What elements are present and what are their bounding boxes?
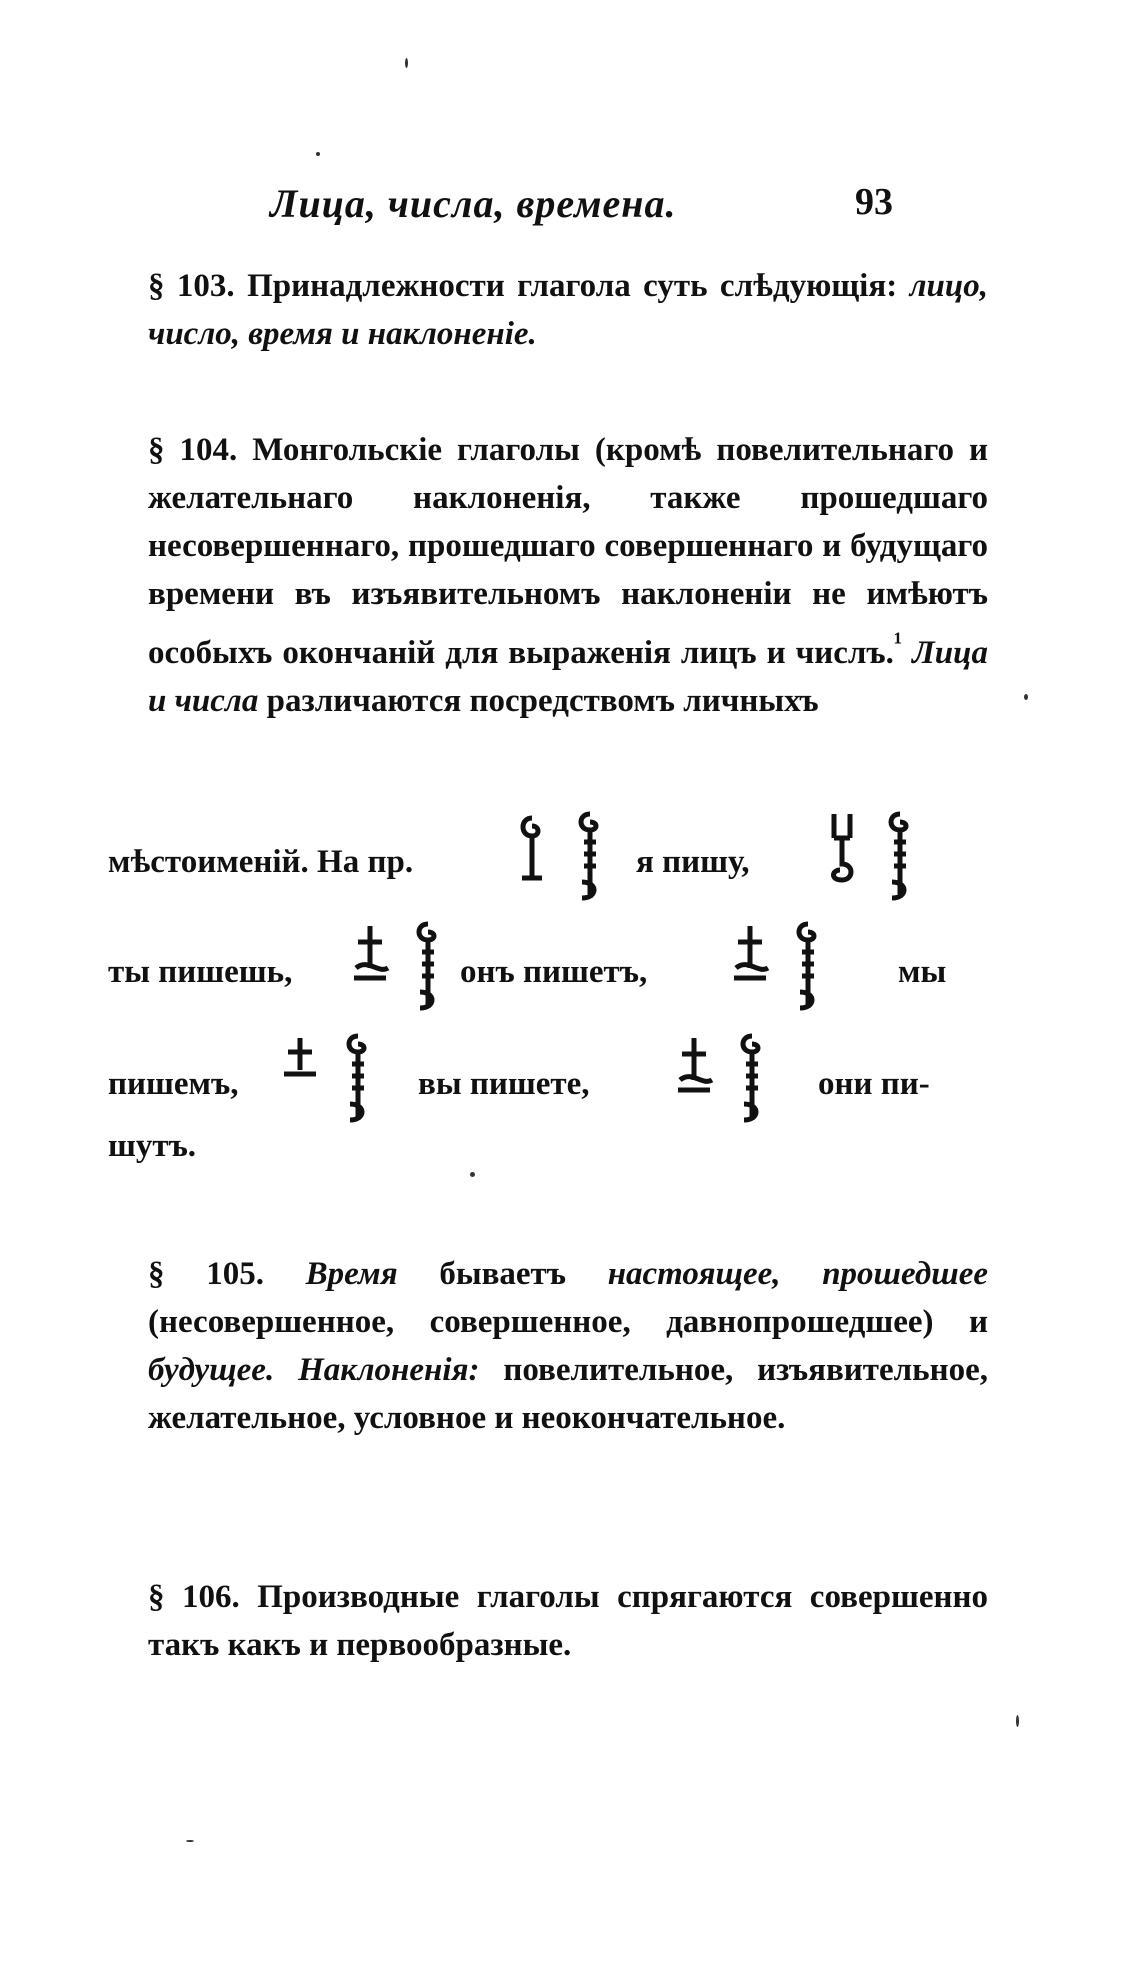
example-text: пишемъ, xyxy=(108,1066,239,1102)
example-text: вы пишете, xyxy=(418,1066,590,1102)
paragraph-text: Принадлежности глагола суть слѣдующія: xyxy=(247,268,898,304)
mongolian-script-word xyxy=(278,1030,322,1130)
example-text: мы xyxy=(898,954,947,990)
paragraph-text: Производные глаголы спрягаются совершенно такъ какъ и первообразные. xyxy=(148,1579,988,1663)
mongolian-script-word xyxy=(728,918,772,1018)
example-text: шутъ. xyxy=(108,1128,197,1164)
mongolian-script-word xyxy=(348,918,392,1018)
paragraph-italic: лицо, число, время и наклоненіе. xyxy=(148,268,988,352)
paragraph-106 xyxy=(108,1573,988,1669)
paragraph-italic: Лица и числа xyxy=(148,635,988,719)
section-number: § 104. xyxy=(148,432,238,468)
mongolian-script-word xyxy=(406,918,450,1018)
mongolian-script-word xyxy=(878,808,922,908)
example-text: онъ пишетъ, xyxy=(460,954,648,990)
scan-speck xyxy=(470,1172,475,1177)
mongolian-script-word xyxy=(336,1030,380,1130)
paragraph-italic: настоящее, прошедшее xyxy=(607,1256,989,1292)
paragraph-text: повелительное, изъявительное, желательное, условное и неокончательное. xyxy=(148,1352,989,1436)
page-header xyxy=(0,180,1140,240)
paragraph-italic: Время xyxy=(305,1256,398,1292)
paragraph-105 xyxy=(108,1250,988,1442)
paragraph-italic: Наклоненія: xyxy=(298,1352,480,1388)
example-row xyxy=(108,808,948,908)
mongolian-script-word xyxy=(510,808,554,908)
paragraph-text: Монгольскіе глаголы (кромѣ повелительнаго и желательнаго наклоненія, также прошедшаго несовершеннаго, прошедшаго совершеннаго и будущаго времени въ изъявительномъ наклоненіи не имѣютъ особыхъ окончаній для выраженія лицъ и числъ. xyxy=(148,432,988,671)
paragraph-text: различаются посредствомъ личныхъ xyxy=(266,683,819,719)
page-number: 93 xyxy=(855,181,893,223)
mongolian-script-word xyxy=(568,808,612,908)
example-row xyxy=(108,918,948,1018)
paragraph-italic: будущее. xyxy=(148,1352,275,1388)
section-number: § 103. xyxy=(148,268,235,304)
paragraph-text: бываетъ xyxy=(439,1256,566,1292)
section-number: § 105. xyxy=(148,1256,264,1292)
footnote-mark: ¹ xyxy=(893,626,903,657)
mongolian-script-word xyxy=(820,808,864,908)
example-text: они пи- xyxy=(818,1066,930,1102)
scan-speck xyxy=(316,152,320,156)
mongolian-script-word xyxy=(672,1030,716,1130)
scan-speck xyxy=(1016,1715,1019,1727)
scan-speck xyxy=(1024,694,1028,700)
scan-speck xyxy=(405,58,408,68)
scan-speck xyxy=(186,1840,194,1842)
mongolian-script-word xyxy=(786,918,830,1018)
example-row xyxy=(108,1120,948,1170)
example-text: мѣстоименій. На пр. xyxy=(108,844,414,880)
running-title: Лица, числа, времена. xyxy=(270,181,677,226)
example-text: я пишу, xyxy=(636,844,750,880)
mongolian-script-word xyxy=(730,1030,774,1130)
section-number: § 106. xyxy=(148,1579,240,1615)
example-row xyxy=(108,1030,948,1130)
paragraph-103 xyxy=(108,262,988,358)
paragraph-104 xyxy=(108,426,988,725)
paragraph-text: (несовершенное, совершенное, давнопрошедшее) и xyxy=(148,1304,988,1340)
example-text: ты пишешь, xyxy=(108,954,293,990)
